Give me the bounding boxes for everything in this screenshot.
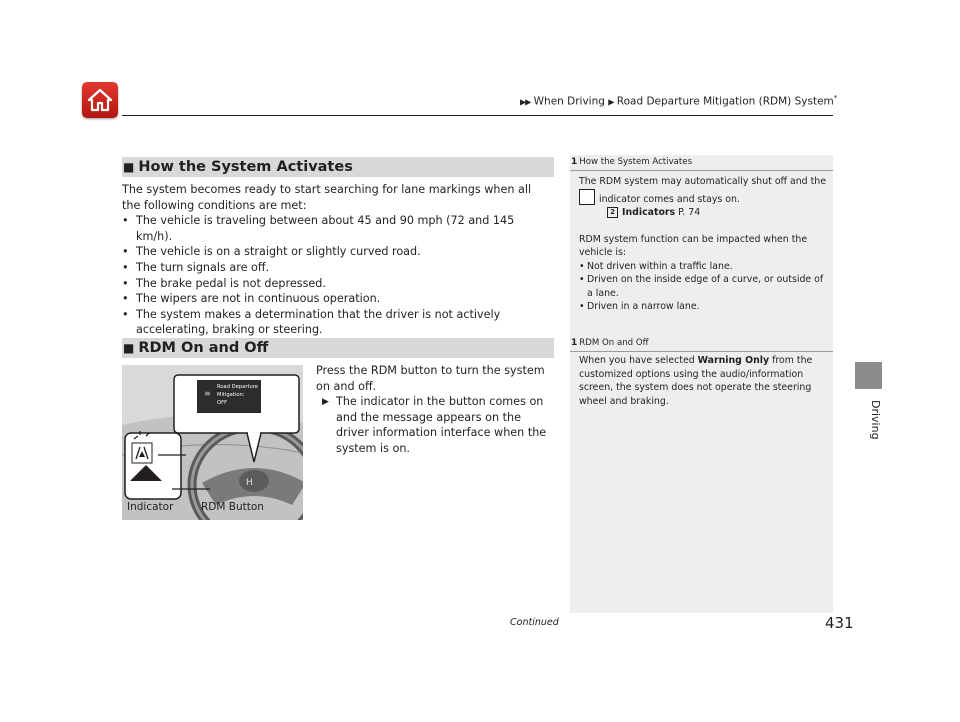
footnote-mark: * [833, 94, 838, 102]
chevron-icon: ▶ [608, 97, 614, 107]
rdm-description [316, 363, 556, 457]
screen-line: OFF [217, 400, 228, 406]
note-body [579, 175, 827, 314]
rdm-button-caption: RDM Button [201, 501, 264, 513]
list-item: • Driven on the inside edge of a curve, or outside of a lane. [579, 274, 824, 299]
note-number: 1 [571, 338, 578, 348]
chevron-double-icon: ▶▶ [520, 97, 531, 107]
instruction-text: Press the RDM button to turn the system on and off. [316, 364, 545, 393]
breadcrumb [520, 94, 838, 108]
svg-text:H: H [246, 478, 253, 488]
page-reference[interactable] [579, 206, 827, 220]
square-bullet-icon: ■ [123, 341, 135, 355]
list-item: • The vehicle is traveling between about 45 and 90 mph (72 and 145 km/h). [122, 214, 515, 243]
rdm-indicator-icon [579, 189, 595, 205]
list-item: • The turn signals are off. [122, 260, 270, 274]
section-heading [122, 338, 554, 358]
section-title: How the System Activates [138, 159, 353, 175]
result-item: ▶ The indicator in the button comes on and the message appears on the driver information interface when the system is on. [322, 395, 547, 455]
section-body [122, 182, 552, 338]
header-rule [122, 115, 833, 116]
note-heading [571, 157, 692, 167]
list-item: • The brake pedal is not depressed. [122, 276, 326, 290]
dashboard-illustration [122, 365, 303, 520]
home-button[interactable] [82, 82, 118, 118]
list-item: • The system makes a determination that the driver is not actively accelerating, braking or steering. [122, 307, 501, 337]
section-heading [122, 157, 554, 177]
home-icon [87, 88, 113, 112]
intro-text: The system becomes ready to start searching for lane markings when all the following conditions are met: [122, 183, 532, 212]
list-item: • Driven in a narrow lane. [579, 301, 700, 312]
square-bullet-icon: ■ [123, 160, 135, 174]
note-paragraph: When you have selected Warning Only from the customized options using the audio/information screen, the system does not operate the steering wheel and braking. [579, 355, 813, 407]
reference-icon: 2 [607, 207, 618, 218]
note-rule [570, 351, 833, 352]
list-item: • The vehicle is on a straight or slightly curved road. [122, 245, 421, 259]
note-number: 1 [571, 157, 578, 167]
continued-label: Continued [510, 617, 559, 628]
note-paragraph: RDM system function can be impacted when the vehicle is: [579, 233, 808, 258]
indicator-caption: Indicator [127, 501, 174, 513]
note-body [579, 354, 827, 408]
note-heading [571, 338, 649, 348]
chapter-tab[interactable] [855, 362, 882, 389]
reference-page[interactable]: P. 74 [678, 207, 701, 218]
list-item: • The wipers are not in continuous operation. [122, 292, 381, 306]
note-paragraph: The RDM system may automatically shut off and the [579, 176, 826, 187]
note-title: How the System Activates [579, 157, 693, 167]
svg-text:≡: ≡ [204, 389, 211, 398]
screen-line: Road Departure [217, 384, 258, 390]
note-title: RDM On and Off [579, 338, 649, 348]
note-paragraph: indicator comes and stays on. [579, 189, 827, 207]
reference-label[interactable]: Indicators [622, 207, 676, 218]
breadcrumb-item[interactable]: Road Departure Mitigation (RDM) System [616, 95, 834, 108]
breadcrumb-item[interactable]: When Driving [533, 95, 605, 108]
section-title: RDM On and Off [138, 340, 269, 356]
arrow-icon: ▶ [322, 397, 328, 408]
screen-line: Mitigation: [217, 392, 245, 398]
dashboard-drawing [122, 365, 303, 520]
note-rule [570, 170, 833, 171]
list-item: • Not driven within a traffic lane. [579, 260, 733, 272]
chapter-label: Driving [869, 400, 882, 440]
page-number: 431 [825, 614, 854, 632]
